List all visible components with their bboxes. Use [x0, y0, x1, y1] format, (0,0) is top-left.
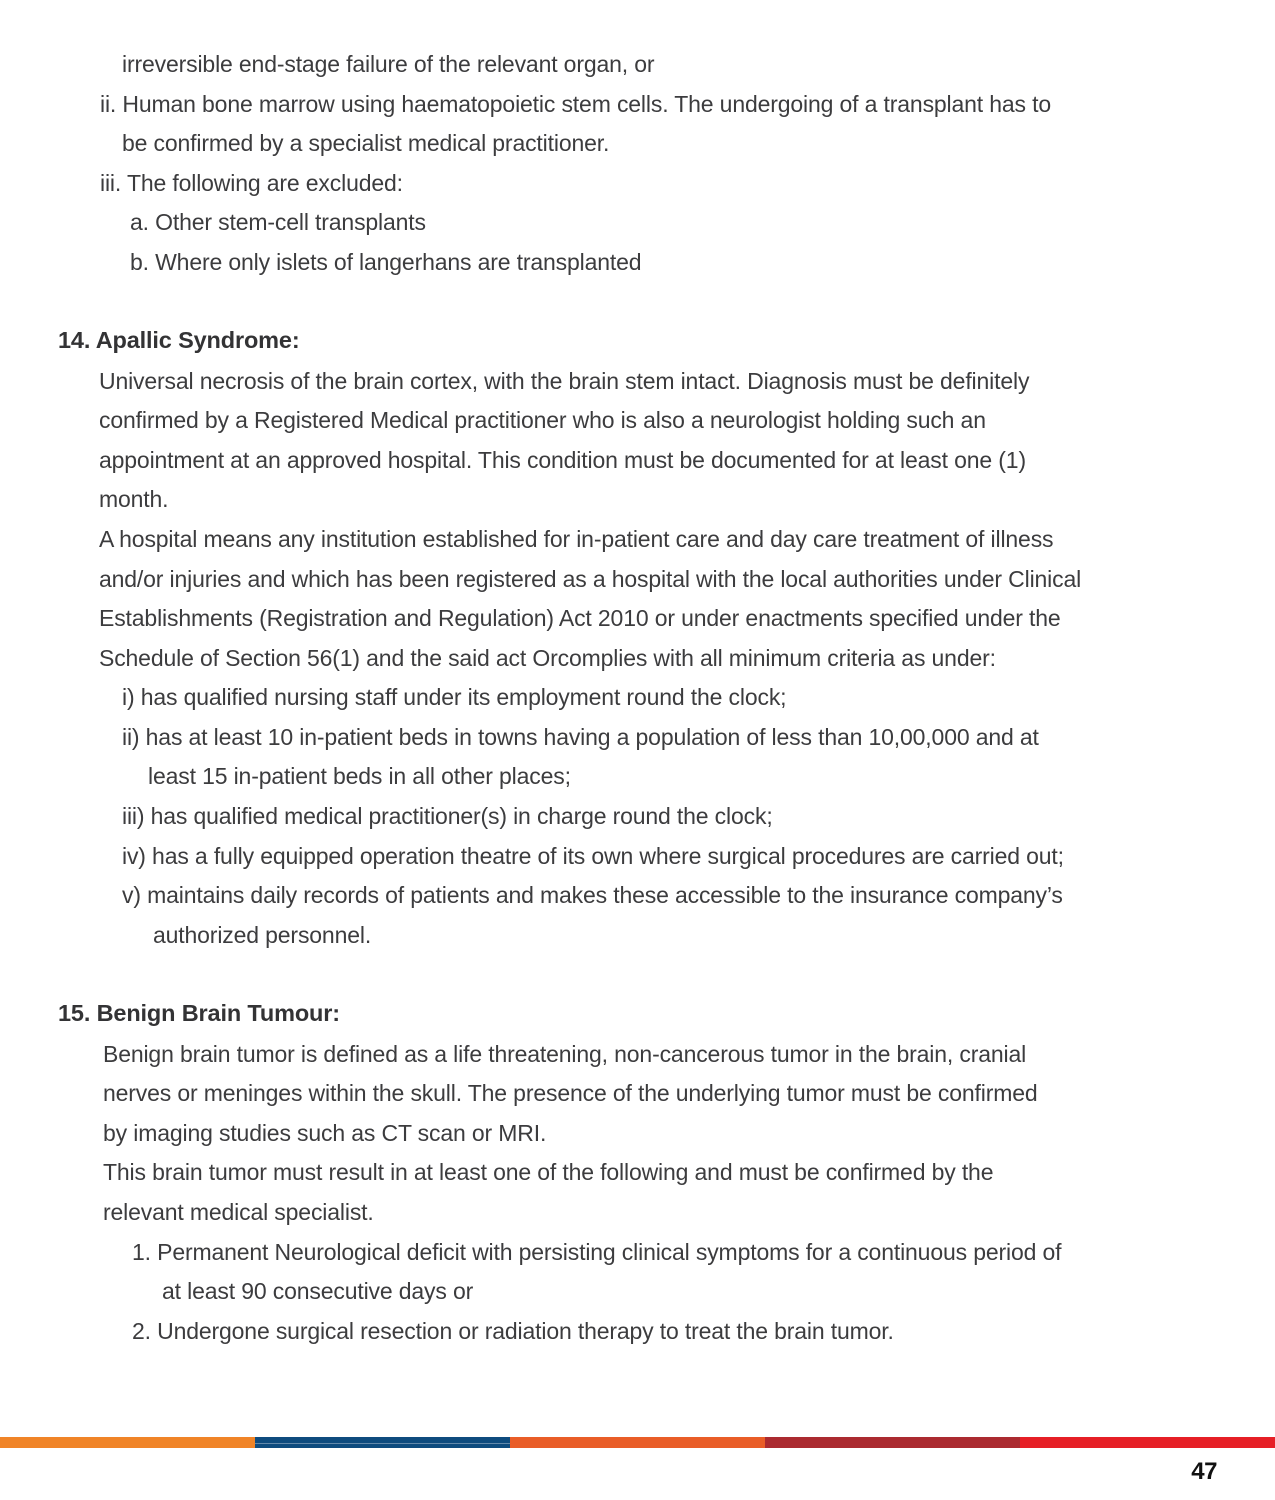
criteria-item-continued: least 15 in-patient beds in all other places;: [148, 763, 571, 789]
paragraph-line: This brain tumor must result in at least one of the following and must be confirmed by the: [103, 1159, 994, 1185]
list-line: irreversible end-stage failure of the relevant organ, or: [122, 51, 655, 77]
color-bar-segment: [255, 1437, 510, 1448]
list-item-iii: iii. The following are excluded:: [100, 170, 403, 196]
condition-item-continued: at least 90 consecutive days or: [162, 1278, 474, 1304]
criteria-item: ii) has at least 10 in-patient beds in towns having a population of less than 10,00,000 and at: [122, 724, 1039, 750]
condition-item: 1. Permanent Neurological deficit with persisting clinical symptoms for a continuous period of: [132, 1239, 1062, 1265]
color-bar-segment: [765, 1437, 1020, 1448]
page-number: 47: [1191, 1458, 1217, 1485]
paragraph-line: confirmed by a Registered Medical practitioner who is also a neurologist holding such an: [99, 407, 986, 433]
section-heading: 15. Benign Brain Tumour:: [58, 1000, 340, 1026]
sub-item-a: a. Other stem-cell transplants: [130, 209, 426, 235]
section-heading: 14. Apallic Syndrome:: [58, 327, 300, 353]
paragraph-line: appointment at an approved hospital. This condition must be documented for at least one (1): [99, 447, 1026, 473]
color-bar-segment: [0, 1437, 255, 1448]
paragraph-line: Schedule of Section 56(1) and the said act Orcomplies with all minimum criteria as under:: [99, 645, 996, 671]
paragraph-line: Universal necrosis of the brain cortex, with the brain stem intact. Diagnosis must be definitely: [99, 368, 1030, 394]
condition-item: 2. Undergone surgical resection or radiation therapy to treat the brain tumor.: [132, 1318, 894, 1344]
criteria-item: iii) has qualified medical practitioner(s) in charge round the clock;: [122, 803, 773, 829]
list-line: be confirmed by a specialist medical practitioner.: [122, 130, 610, 156]
color-bar-segment: [1020, 1437, 1275, 1448]
list-item-ii: ii. Human bone marrow using haematopoietic stem cells. The undergoing of a transplant has to: [100, 91, 1052, 117]
criteria-item: iv) has a fully equipped operation theatre of its own where surgical procedures are carried out;: [122, 843, 1064, 869]
paragraph-line: relevant medical specialist.: [103, 1199, 374, 1225]
paragraph-line: Benign brain tumor is defined as a life threatening, non-cancerous tumor in the brain, cranial: [103, 1041, 1027, 1067]
paragraph-line: nerves or meninges within the skull. The presence of the underlying tumor must be confirmed: [103, 1080, 1038, 1106]
paragraph-line: month.: [99, 486, 169, 512]
paragraph-line: and/or injuries and which has been registered as a hospital with the local authorities under Clinical: [99, 566, 1082, 592]
color-bar-segment: [510, 1437, 765, 1448]
criteria-item: v) maintains daily records of patients and makes these accessible to the insurance company’s: [122, 882, 1063, 908]
criteria-item-continued: authorized personnel.: [153, 922, 372, 948]
footer-color-bar: [0, 1437, 1275, 1448]
criteria-item: i) has qualified nursing staff under its employment round the clock;: [122, 684, 787, 710]
sub-item-b: b. Where only islets of langerhans are transplanted: [130, 249, 642, 275]
paragraph-line: A hospital means any institution established for in-patient care and day care treatment of illness: [99, 526, 1054, 552]
paragraph-line: Establishments (Registration and Regulation) Act 2010 or under enactments specified under the: [99, 605, 1061, 631]
paragraph-line: by imaging studies such as CT scan or MRI.: [103, 1120, 547, 1146]
